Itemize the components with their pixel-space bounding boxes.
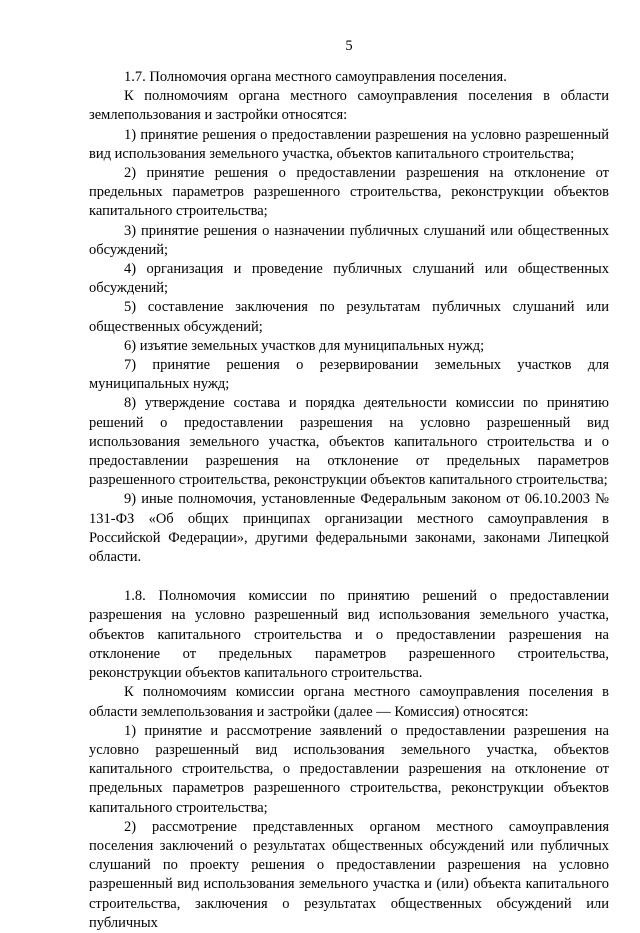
section-1-7-item-4: 4) организация и проведение публичных слушаний или общественных обсуждений; — [89, 261, 609, 297]
section-1-8-item-1: 1) принятие и рассмотрение заявлений о предоставлении разрешения на условно разрешенный вид использования земельного участка, объектов капитального строительства, о предоставлении разрешения на отклонение от предельных параметров разрешенного строительства, реконструкции объектов капитального строительства; — [89, 722, 609, 816]
section-1-7-item-3: 3) принятие решения о назначении публичных слушаний или общественных обсуждений; — [89, 222, 609, 258]
section-1-7-item-6: 6) изъятие земельных участков для муниципальных нужд; — [124, 337, 485, 354]
section-gap — [89, 567, 609, 587]
section-1-7-item-8: 8) утверждение состава и порядка деятельности комиссии по принятию решений о предоставлении разрешения на условно разрешенный вид использования земельного участка, объектов капитального строительства и о предоставлении разрешения на отклонение от предельных параметров разрешенного строительства, реконструкции объектов капитального строительства; — [89, 395, 609, 489]
section-1-7-intro: К полномочиям органа местного самоуправления поселения в области землепользования и застройки относятся: — [89, 88, 609, 124]
section-1-7-heading: 1.7. Полномочия органа местного самоуправления поселения. — [124, 69, 507, 85]
section-1-8-item-2: 2) рассмотрение представленных органом местного самоуправления поселения заключений о результатах общественных обсуждений или публичных слушаний по проекту решения о предоставлении разрешения на условно разрешенный вид использования земельного участка и (или) объекта капитального строительства, заключения о результатах общественных обсуждений или публичных — [89, 818, 609, 931]
section-1-8-heading: 1.8. Полномочия комиссии по принятию решений о предоставлении разрешения на условно разрешенный вид использования земельного участка, объектов капитального строительства и о предоставлении разрешения на отклонение от предельных параметров разрешенного строительства, реконструкции объектов капитального строительства. — [89, 588, 609, 682]
section-1-7-item-1: 1) принятие решения о предоставлении разрешения на условно разрешенный вид использования земельного участка, объектов капитального строительства; — [89, 126, 609, 162]
section-1-7-item-9: 9) иные полномочия, установленные Федеральным законом от 06.10.2003 № 131-ФЗ «Об общих принципах организации местного самоуправления в Российской Федерации», другими федеральными законами, законами Липецкой области. — [89, 491, 609, 566]
section-1-7-item-2: 2) принятие решения о предоставлении разрешения на отклонение от предельных параметров разрешенного строительства, реконструкции объектов капитального строительства; — [89, 165, 609, 220]
page-number: 5 — [345, 38, 353, 54]
section-1-8-intro: К полномочиям комиссии органа местного самоуправления поселения в области землепользования и застройки (далее — Комиссия) относятся: — [89, 684, 609, 720]
section-1-7-item-7: 7) принятие решения о резервировании земельных участков для муниципальных нужд; — [89, 357, 609, 393]
section-1-7-item-5: 5) составление заключения по результатам публичных слушаний или общественных обсуждений; — [89, 299, 609, 335]
